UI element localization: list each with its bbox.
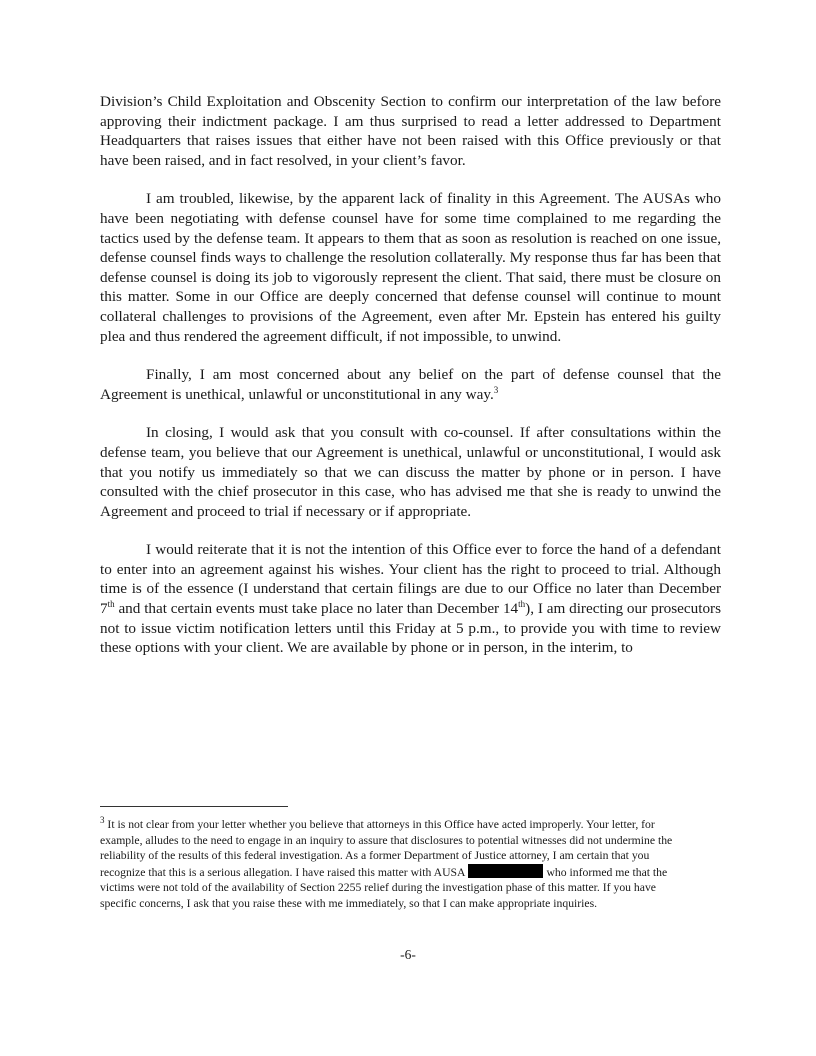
page-number: -6- bbox=[400, 947, 416, 962]
paragraph-5-part-a: I would reiterate that it is not the intention of this Office ever to force the hand of a defendant to enter into an agreement against his wishes. Your client has the right to proceed to trial. Although time is of the essence (I understand that certain filings are due to our Office no later than December 7 bbox=[100, 541, 721, 618]
paragraph-2: I am troubled, likewise, by the apparent lack of finality in this Agreement. The AUSAs who have been negotiating with defense counsel have for some time complained to me regarding the tactics used by the defense team. It appears to them that as soon as resolution is reached on one issue, defense counsel finds ways to challenge the resolution collaterally. My response thus far has been that defense counsel is doing its job to vigorously represent the client. That said, there must be closure on this matter. Some in our Office are deeply concerned that defense counsel will continue to mount collateral challenges to provisions of the Agreement, even after Mr. Epstein has entered his guilty plea and thus rendered the agreement difficult, if not impossible, to unwind. bbox=[100, 190, 721, 345]
ordinal-suffix-1: th bbox=[107, 599, 115, 609]
paragraph-3 bbox=[100, 365, 721, 404]
paragraph-5-part-b: and that certain events must take place no later than December 14 bbox=[114, 600, 519, 618]
footnote-section bbox=[100, 806, 680, 912]
footnote-marker: 3 bbox=[100, 815, 105, 826]
paragraph-5-part-c: ), I am directing our prosecutors not to issue victim notification letters until this Friday at 5 p.m., to provide you with time to review these options with your client. We are available by phone or in person, in the interim, to bbox=[100, 600, 721, 657]
footnote-3 bbox=[100, 817, 680, 912]
ordinal-suffix-2: th bbox=[518, 599, 526, 609]
footnote-divider bbox=[100, 806, 288, 807]
footnote-reference: 3 bbox=[493, 384, 499, 395]
footnote-text-a: It is not clear from your letter whether you believe that attorneys in this Office have acted improperly. Your letter, for example, alludes to the need to engage in an inquiry to assure that disclosures to potential witnesses did not undermine the reliability of the results of this federal investigation. As a former Department of Justice attorney, I am certain that you recognize that this is a serious allegation. I have raised this matter with AUSA bbox=[100, 818, 673, 879]
paragraph-1: Division’s Child Exploitation and Obscenity Section to confirm our interpretation of the law before approving their indictment package. I am thus surprised to read a letter addressed to Department Headquarters that raises issues that either have not been raised with this Office previously or that have been raised, and in fact resolved, in your client’s favor. bbox=[100, 93, 721, 169]
paragraph-4: In closing, I would ask that you consult with co-counsel. If after consultations within the defense team, you believe that our Agreement is unethical, unlawful or unconstitutional, I would ask that you notify us immediately so that we can discuss the matter by phone or in person. I have consulted with the chief prosecutor in this case, who has advised me that she is ready to unwind the Agreement and proceed to trial if necessary or if appropriate. bbox=[100, 424, 721, 520]
paragraph-5 bbox=[100, 540, 721, 658]
redaction-box bbox=[468, 864, 543, 878]
paragraph-3-text: Finally, I am most concerned about any belief on the part of defense counsel that the Agreement is unethical, unlawful or unconstitutional in any way. bbox=[100, 366, 721, 403]
letter-body bbox=[100, 92, 721, 677]
footnote-text-b: who informed me that the victims were not told of the availability of Section 2255 relief during the investigation phase of this matter. If you have specific concerns, I ask that you raise these with me immediately, so that I can make appropriate inquiries. bbox=[100, 865, 668, 910]
